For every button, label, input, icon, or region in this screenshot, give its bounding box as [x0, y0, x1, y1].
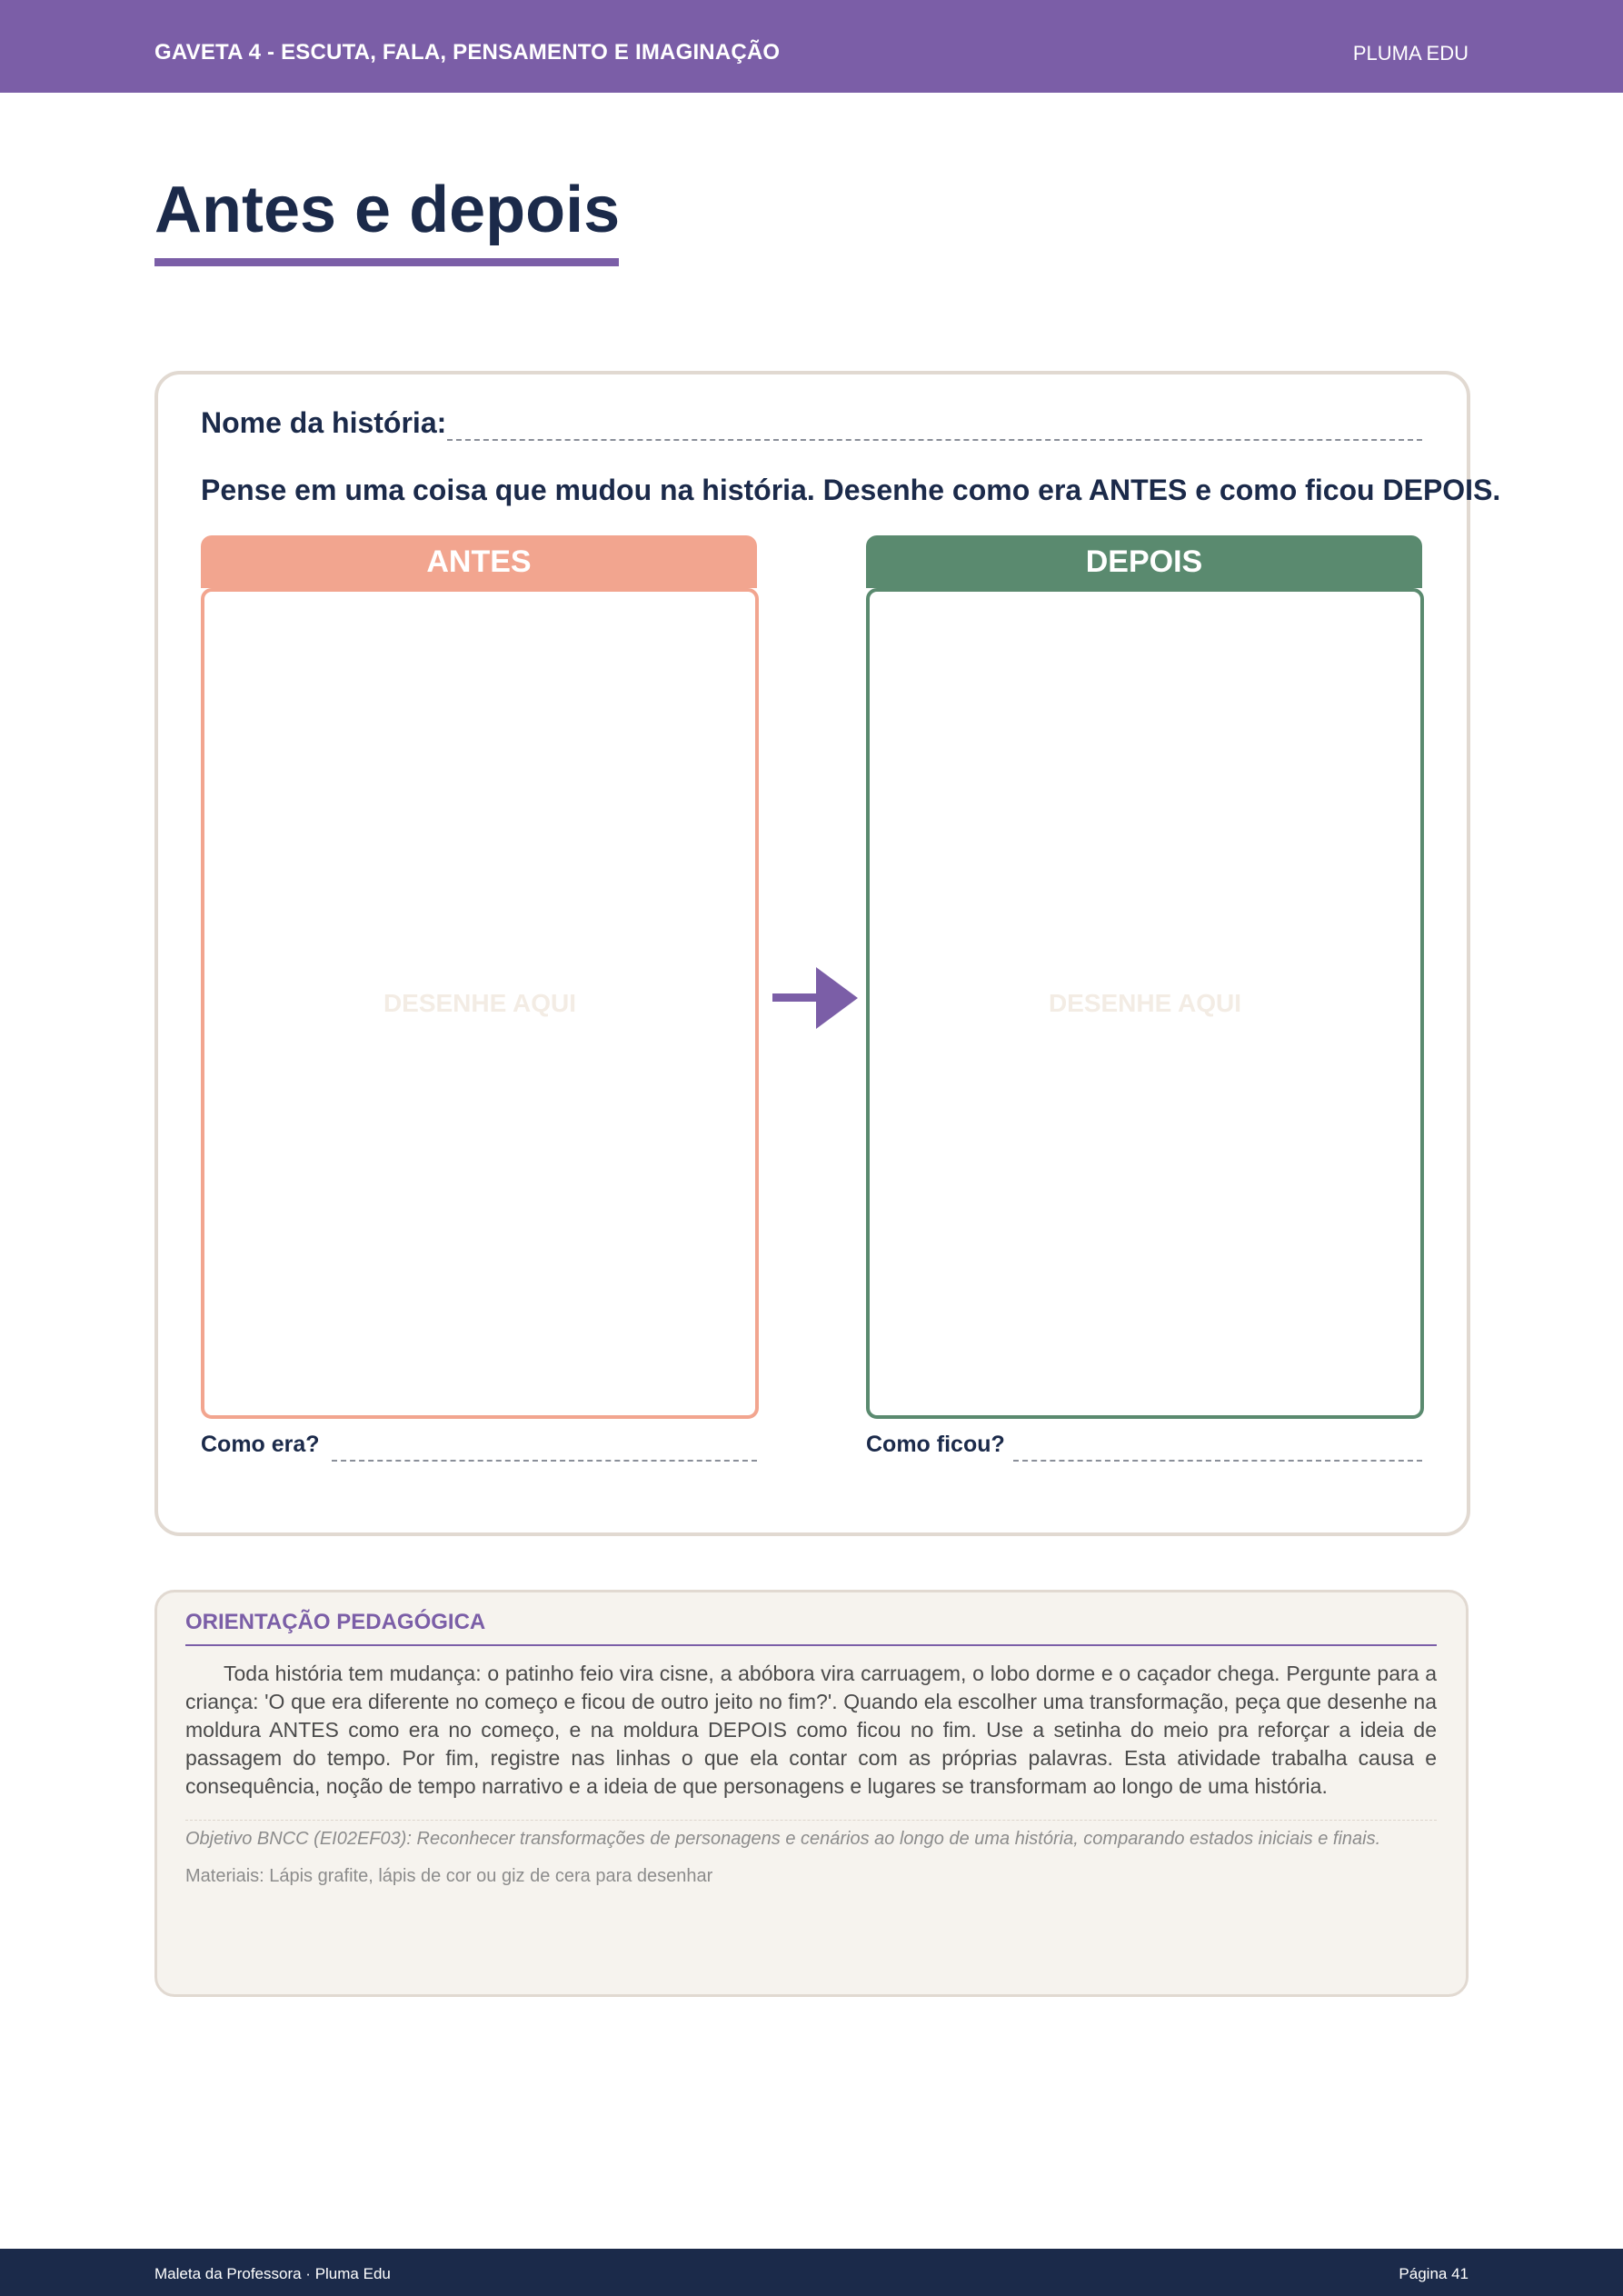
guidance-separator — [185, 1820, 1437, 1821]
before-placeholder: DESENHE AQUI — [383, 989, 577, 1017]
title-underline — [154, 258, 619, 266]
before-caption: Como era? — [201, 1432, 320, 1457]
after-drawing-frame[interactable] — [866, 588, 1424, 1419]
page-number: Página 41 — [1399, 2265, 1469, 2282]
bncc-objective: Objetivo BNCC (EI02EF03): Reconhecer transformações de personagens e cenários ao longo de uma história, comparando estados iniciais e finais. — [185, 1829, 1381, 1849]
before-header: ANTES — [201, 535, 757, 588]
materials-list: Materiais: Lápis grafite, lápis de cor ou giz de cera para desenhar — [185, 1866, 713, 1886]
after-placeholder: DESENHE AQUI — [1048, 989, 1242, 1017]
section-title: GAVETA 4 - ESCUTA, FALA, PENSAMENTO E IMAGINAÇÃO — [154, 40, 781, 65]
story-name-label: Nome da história: — [201, 406, 447, 439]
brand-name: PLUMA EDU — [1352, 42, 1469, 65]
activity-instruction: Pense em uma coisa que mudou na história. Desenhe como era ANTES e como ficou DEPOIS. — [201, 474, 1501, 506]
guidance-title: ORIENTAÇÃO PEDAGÓGICA — [185, 1610, 486, 1634]
after-caption: Como ficou? — [866, 1432, 1005, 1457]
arrow-right-icon — [772, 967, 858, 1029]
page-title: Antes e depois — [154, 174, 621, 246]
before-drawing-frame[interactable] — [201, 588, 759, 1419]
after-caption-line[interactable] — [1013, 1460, 1422, 1462]
footer-bar — [0, 2249, 1623, 2296]
before-caption-line[interactable] — [332, 1460, 757, 1462]
after-header: DEPOIS — [866, 535, 1422, 588]
guidance-divider — [185, 1644, 1437, 1646]
guidance-body: Toda história tem mudança: o patinho feio vira cisne, a abóbora vira carruagem, o lobo dorme e o caçador chega. Pergunte para a criança: 'O que era diferente no começo e ficou de outro jeito no fim?'. Quando ela escolher uma transformação, peça que desenhe na moldura ANTES como era no começo, e na moldura DEPOIS como ficou no fim. Use a setinha do meio pra reforçar a ideia de passagem do tempo. Por fim, registre nas linhas o que ela contar com as próprias palavras. Esta atividade trabalha causa e consequência, noção de tempo narrativo e a ideia de que personagens e lugares se transformam ao longo de uma história. — [185, 1662, 1437, 1798]
header-bar — [0, 0, 1623, 93]
footer-title: Maleta da Professora · Pluma Edu — [154, 2265, 391, 2282]
story-name-line[interactable] — [447, 439, 1422, 441]
